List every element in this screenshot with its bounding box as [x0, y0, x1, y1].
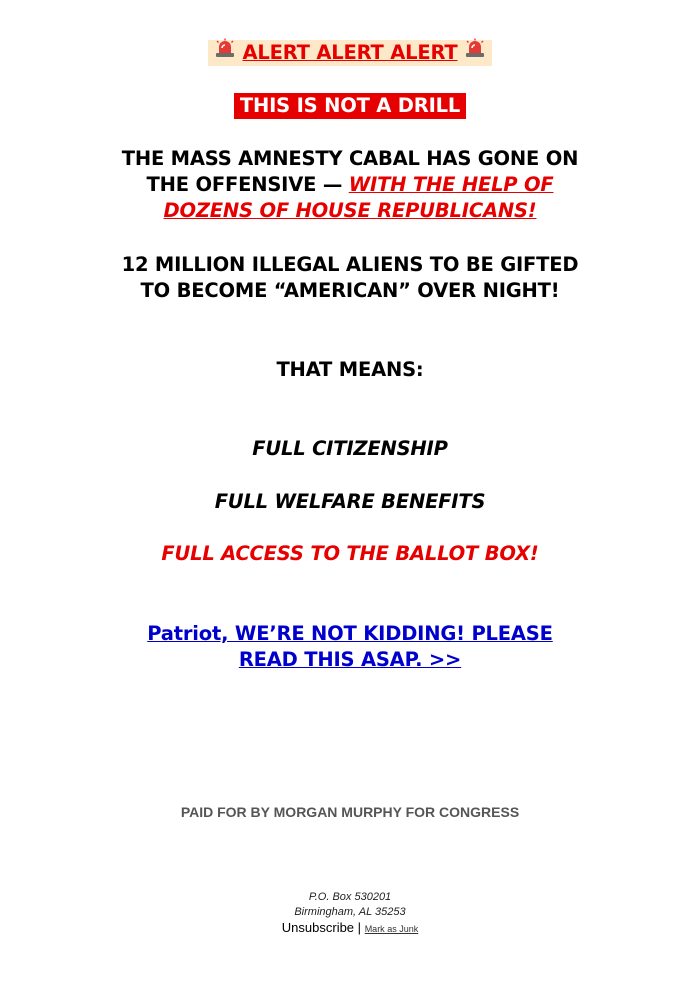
amnesty-plain-text: THE MASS AMNESTY CABAL HAS GONE ON THE OFFENSIVE —	[121, 147, 579, 196]
separator: |	[357, 920, 362, 935]
alert-text[interactable]: ALERT ALERT ALERT	[242, 41, 458, 64]
amnesty-red-link[interactable]: WITH THE HELP OF DOZENS OF HOUSE REPUBLICANS!	[163, 173, 554, 222]
unsubscribe-row	[0, 920, 700, 937]
mark-as-junk-link[interactable]: Mark as Junk	[364, 924, 419, 934]
cta-container	[0, 621, 700, 673]
alert-banner	[0, 40, 700, 66]
unsubscribe-link[interactable]: Unsubscribe	[281, 920, 355, 935]
police-siren-icon	[464, 38, 486, 65]
drill-banner	[0, 93, 700, 119]
police-siren-icon	[214, 38, 236, 65]
address-line-2: Birmingham, AL 35253	[294, 906, 406, 918]
amnesty-headline	[0, 146, 700, 224]
alert-box	[208, 40, 491, 66]
means-heading: THAT MEANS:	[276, 358, 424, 381]
aliens-headline: 12 MILLION ILLEGAL ALIENS TO BE GIFTED TO BECOME “AMERICAN” OVER NIGHT!	[121, 253, 579, 302]
mailing-address	[0, 890, 700, 920]
cta-link[interactable]: Patriot, WE’RE NOT KIDDING! PLEASE READ THIS ASAP. >>	[147, 622, 553, 671]
list-item-welfare: FULL WELFARE BENEFITS	[214, 490, 486, 513]
address-line-1: P.O. Box 530201	[308, 891, 392, 903]
list-item-citizenship: FULL CITIZENSHIP	[252, 437, 448, 460]
list-item-ballot: FULL ACCESS TO THE BALLOT BOX!	[161, 542, 539, 565]
paid-for-disclaimer: PAID FOR BY MORGAN MURPHY FOR CONGRESS	[180, 804, 520, 820]
drill-text: THIS IS NOT A DRILL	[234, 93, 466, 119]
